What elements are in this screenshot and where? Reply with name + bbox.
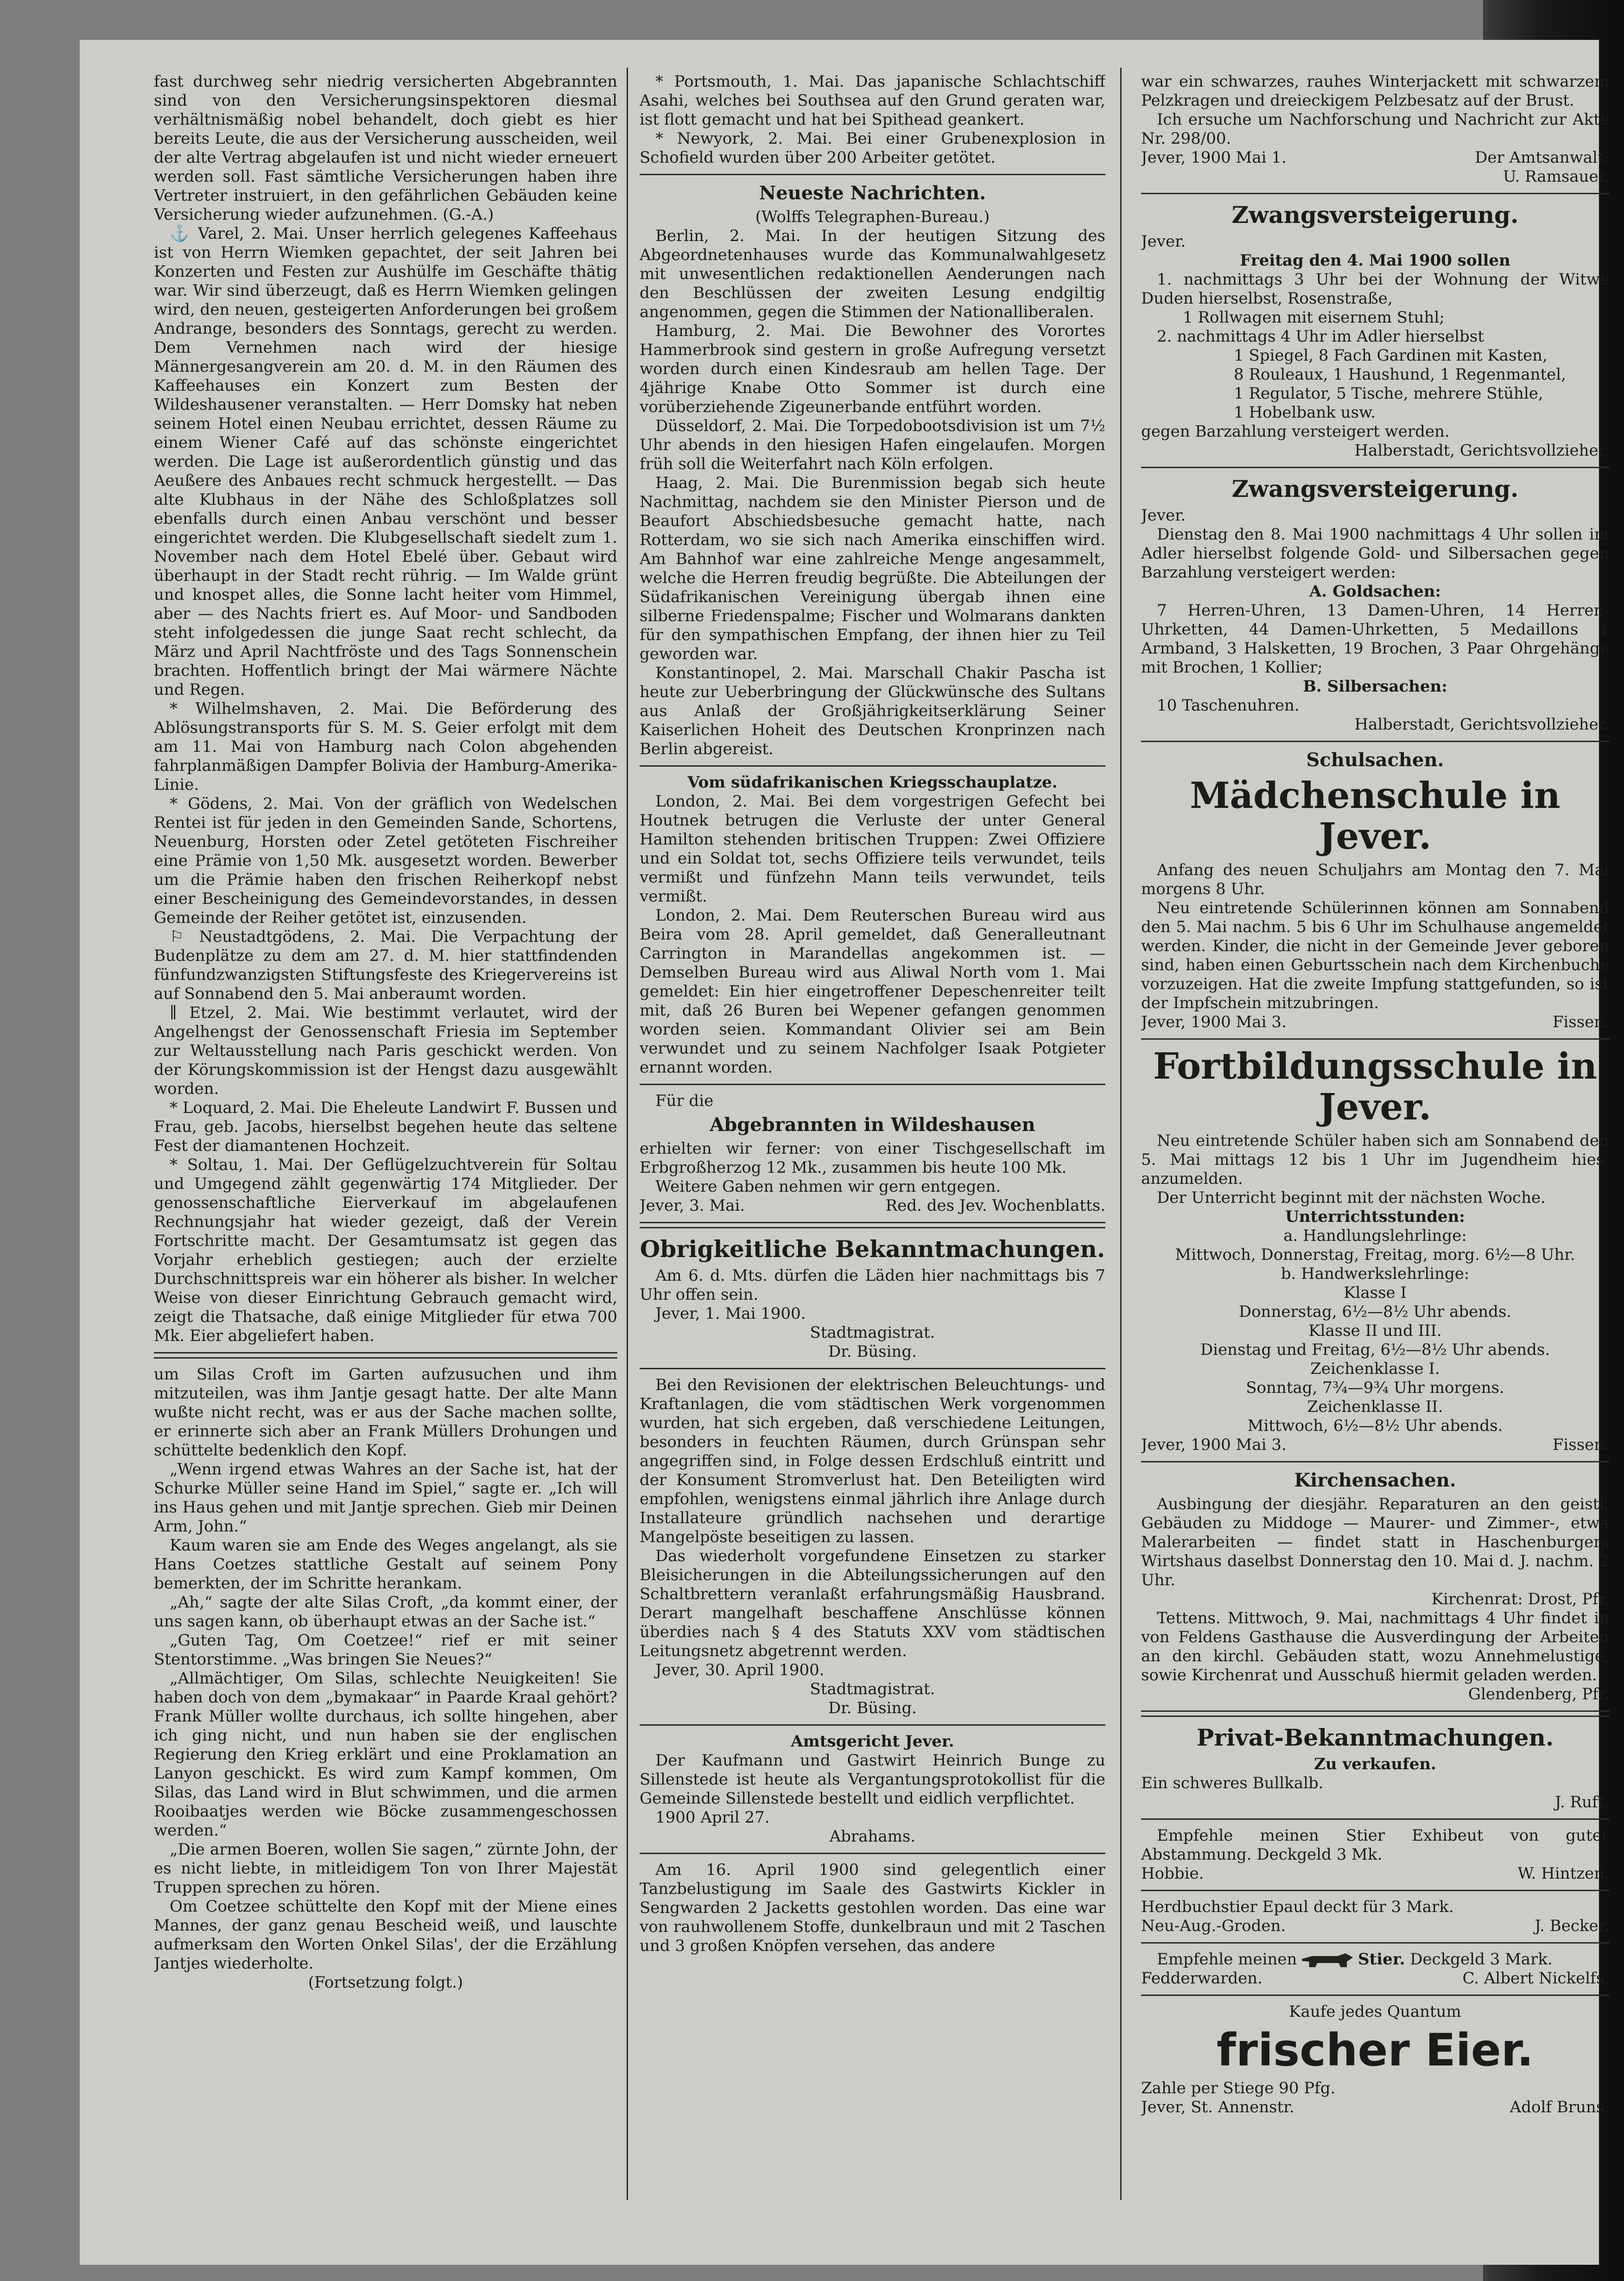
column-2 [640,72,1105,2228]
bull-icon [1302,1953,1353,1967]
divider [1141,1461,1609,1462]
feuilleton-divider [154,1352,617,1359]
notice: Ich ersuche um Nachforschung und Nachricht zur Akte Nr. 298/00. [1141,110,1609,148]
article-portsmouth: * Portsmouth, 1. Mai. Das japanische Schlachtschiff Asahi, welches bei Southsea auf den Grund geraten war, ist flott gemacht und hat bei Spithead geankert. [640,72,1105,129]
article-soltau: * Soltau, 1. Mai. Der Geflügelzuchtverein für Soltau und Umgegend zählt gegenwärtig 174 Mitglieder. Der genossenschaftliche Eierverkauf im abgelaufenen Rechnungsjahr hat wieder gezeigt, daß der Verein Fortschritte macht. Der Gesamtumsatz ist gegen das Vorjahr erheblich gestiegen; auch der erzielte Durchschnittspreis war ein höherer als bisher. In welcher Weise von dieser Einrichtung Gebrauch gemacht wird, zeigt die Thatsache, daß einige Mitglieder für etwa 700 Mk. Eier abgeliefert haben. [154,1156,617,1345]
timetable-item: Klasse I [1344,1283,1407,1302]
donation-text: Weitere Gaben nehmen wir gern entgegen. [655,1177,1001,1196]
signature-line: Jever, 1900 Mai 1. Der Amtsanwalt: [1141,148,1609,167]
divider [1141,1995,1609,1996]
article-neustadtgoedens: ⚐ Neustadtgödens, 2. Mai. Die Verpachtung der Budenplätze zu dem am 27. d. M. hier stattfindenden fünfundzwanzigsten Stiftungsfeste des Kriegervereins ist auf Sonnabend den 5. Mai anberaumt worden. [154,928,617,1003]
signature-line: Jever, 3. Mai. Red. des Jev. Wochenblatts. [640,1196,1105,1215]
column-1 [154,72,617,2228]
ad-text: Zahle per Stiege 90 Pfg. [1141,2079,1336,2097]
news-haag: Haag, 2. Mai. Die Burenmission begab sich heute Nachmittag, nachdem sie den Minister Pierson und de Beaufort Abschiedsbesuche gemacht hatte, nach Rotterdam, wo sie sich nach Amerika einschiffen wird. Am Bahnhof war eine zahlreiche Menge angesammelt, welche die Herren freudig begrüßte. Die Abteilungen der Südafrikanischen Vereinigung übergab ihnen eine silberne Friedenspalme; Fischer und Wolmarans dankten für den sympathischen Empfang, der ihnen hier zu Teil geworden war. [640,474,1105,663]
serial-story: um Silas Croft im Garten aufzusuchen und ihm mitzuteilen, was ihm Jantje gesagt hatte. Der alte Mann wußte nicht recht, was er aus der Sache machen sollte, er erinnerte sich aber an Frank Müllers Drohungen und schüttelte bedenklich den Kopf. [154,1365,617,1460]
continuation-note: (Fortsetzung folgt.) [308,1973,463,1992]
signature-line: Neu-Aug.-Groden. J. Becker. [1141,1917,1609,1935]
donation-intro: Für die [655,1092,714,1110]
notice-date: Jever, 30. April 1900. [655,1661,825,1679]
divider [1141,1710,1609,1717]
signature-line: Fedderwarden. C. Albert Nickelfs. [1141,1969,1609,1988]
divider [1141,1038,1609,1040]
divider [1141,741,1609,742]
ad-text: Ein schweres Bullkalb. [1141,1774,1324,1792]
timetable-item: Klasse II und III. [1308,1322,1442,1340]
article-wilhelmshaven: * Wilhelmshaven, 2. Mai. Die Beförderung des Ablösungstransports für S. M. S. Geier erfolgt mit dem am 11. Mai von Hamburg nach Colon abgehenden fahrplanmäßigen Dampfer Bolivia der Hamburg-Amerika-Linie. [154,699,617,794]
section-heading-private: Privat-Bekanntmachungen. [1196,1724,1554,1751]
ad-text: Empfehle meinen Stier Exhibeut von guter Abstammung. Deckgeld 3 Mk. [1141,1826,1609,1864]
notice-signature: Dr. Büsing. [828,1342,917,1361]
notice-heading: Amtsgericht Jever. [791,1732,954,1751]
notice: war ein schwarzes, rauhes Winterjackett mit schwarzem Pelzkragen und dreieckigem Pelzbesatz auf der Brust. [1141,72,1609,110]
serial-story: „Allmächtiger, Om Silas, schlechte Neuigkeiten! Sie haben doch von dem „bymakaar“ in Paarde Kraal gehört? Frank Müller wollte durchaus, ich sollte hingehen, aber ich ging nicht, und nun haben sie der englischen Regierung den Krieg erklärt und eine Proklamation an Lanyon geschickt. Es wird zum Kampf kommen, Om Silas, das Land wird in Blut schwimmen, und die armen Rooibaatjes werden wie Böcke zusammengeschossen werden.“ [154,1669,617,1840]
church-notice: Ausbingung der diesjähr. Reparaturen an den geistl. Gebäuden zu Middoge — Maurer- und Zimmer-, etwa Malerarbeiten — findet statt in Haschenburgers Wirtshaus daselbst Donnerstag den 10. Mai d. J. nachm. 2 Uhr. [1141,1495,1609,1589]
section-subheading: (Wolffs Telegraphen-Bureau.) [755,208,990,226]
notice-signature: Stadtmagistrat. [810,1323,935,1342]
church-notice: Tettens. Mittwoch, 9. Mai, nachmittags 4 Uhr findet in von Feldens Gasthause die Ausverdingung der Arbeiten an den kirchl. Gebäuden statt, wozu Annehmelustige, sowie Kirchenrat und Ausschuß hiermit geladen werden. [1141,1609,1609,1684]
divider [640,1724,1105,1726]
section-heading: Kirchensachen. [1294,1469,1456,1491]
article-newyork: * Newyork, 2. Mai. Bei einer Grubenexplosion in Schofield wurden über 200 Arbeiter getötet. [640,129,1105,167]
school-text: Neu eintretende Schülerinnen können am Sonnabend den 5. Mai nachm. 5 bis 6 Uhr im Schulhause angemeldet werden. Kinder, die nicht in der Gemeinde Jever geboren sind, haben einen Geburtsschein nach dem Kirchenbuche vorzuzeigen. Hat die zweite Impfung stattgefunden, so ist der Impfschein mitzubringen. [1141,899,1609,1012]
auction-text: 10 Taschenuhren. [1157,696,1300,715]
article-varel: ⚓ Varel, 2. Mai. Unser herrlich gelegenes Kaffeehaus ist von Herrn Wiemken gepachtet, der seit Jahren bei Konzerten und Festen zur Aushülfe im Geschäfte thätig war. Wir sind überzeugt, daß es Herrn Wiemken gelingen wird, den neuen, gesteigerten Anforderungen bei großem Andrange, besonders des Sonntags, gerecht zu werden. Dem Vernehmen nach wird der hiesige Männergesangverein am 20. d. M. in den Räumen des Kaffeehauses ein Konzert zum Besten der Wildeshausener veranstalten. — Herr Domsky hat neben seinem Hotel einen Neubau errichtet, dessen Räume zu einem Wiener Café auf das schönste eingerichtet werden. Die Lage ist außerordentlich günstig und das Aeußere des Anbaues recht schmuck hergestellt. — Das alte Klubhaus in der Nähe des Schloßplatzes soll ebenfalls durch einen Anbau verschönt und besser eingerichtet werden. Die Klubgesellschaft siedelt zum 1. November nach dem Hotel Ebelé über. Gebaut wird überhaupt in der Stadt recht rührig. — Im Walde grünt und knospet alles, die Sonne lacht heiter vom Himmel, aber — des Nachts friert es. Auf Moor- und Sandboden steht infolgedessen die junge Saat recht schlecht, da März und April Nachtfröste und des Tags Sonnenschein brachten. Hoffentlich bringt der Mai wärmere Nächte und Regen. [154,224,617,699]
signature-line: Jever, 1900 Mai 3. Fissen. [1141,1436,1609,1454]
section-heading: Schulsachen. [1306,749,1444,771]
signature-line: Jever, 1900 Mai 3. Fissen. [1141,1013,1609,1031]
divider [640,174,1105,175]
news-berlin: Berlin, 2. Mai. In der heutigen Sitzung des Abgeordnetenhauses wurde das Kommunalwahlgesetz mit unwesentlichen redaktionellen Aenderungen nach den Beschlüssen der zweiten Lesung endgiltig angenommen, gegen die Stimmen der Nationalliberalen. [640,227,1105,321]
divider [640,1222,1105,1228]
auction-place: Jever. [1141,506,1186,525]
auction-item: 1 Regulator, 5 Tische, mehrere Stühle, [1234,384,1543,403]
column-divider [627,68,628,2200]
auction-item: 1 Hobelbank usw. [1234,403,1376,422]
signature-line: Jever, St. Annenstr. Adolf Bruns. [1141,2098,1609,2116]
news-hamburg: Hamburg, 2. Mai. Die Bewohner des Vorortes Hammerbrook sind gestern in große Aufregung versetzt worden durch einen Kindesraub am hellen Tage. Der 4jährige Knabe Otto Sommer ist durch eine vorüberziehende Zigeunerbande entführt worden. [640,322,1105,416]
news-london: London, 2. Mai. Bei dem vorgestrigen Gefecht bei Houtnek betrugen die Verluste der unter General Hamilton stehenden britischen Truppen: Zwei Offiziere und ein Soldat tot, sechs Offiziere teils verwundet, teils vermißt und fünfzehn Mann teils verwundet, teils vermißt. [640,792,1105,906]
serial-story: „Guten Tag, Om Coetzee!“ rief er mit seiner Stentorstimme. „Was bringen Sie Neues?“ [154,1631,617,1669]
divider [1141,193,1609,194]
divider [640,1084,1105,1085]
timetable-item: Sonntag, 7¾—9¾ Uhr morgens. [1246,1379,1504,1397]
serial-story: „Ah,“ sagte der alte Silas Croft, „da kommt einer, der uns sagen kann, ob überhaupt etwas an der Sache ist.“ [154,1593,617,1631]
article-loquard: * Loquard, 2. Mai. Die Eheleute Landwirt F. Bussen und Frau, geb. Jacobs, hierselbst begehen heute das seltene Fest der diamantenen Hochzeit. [154,1099,617,1155]
timetable-item: Donnerstag, 6½—8½ Uhr abends. [1238,1303,1512,1321]
notice: Am 6. d. Mts. dürfen die Läden hier nachmittags bis 7 Uhr offen sein. [640,1266,1105,1304]
signature: Kirchenrat: Drost, Pfr. [1431,1590,1609,1608]
column-divider [1120,68,1122,2200]
auction-subheading: B. Silbersachen: [1303,677,1447,696]
article-goedens: * Gödens, 2. Mai. Von der gräflich von Wedelschen Rentei ist für jeden in den Gemeinden Sande, Schortens, Neuenburg, Horsten oder Zetel getöteten Fischreiher eine Prämie von 1,50 Mk. ausgesetzt worden. Bewerber um die Prämie haben den frischen Reiherkopf nebst einer Bescheinigung des Gemeindevorstandes, in dessen Gemeinde der Reiher getötet ist, einzusenden. [154,794,617,927]
timetable-item: Dienstag und Freitag, 6½—8½ Uhr abends. [1200,1341,1550,1359]
section-heading: Neueste Nachrichten. [759,182,986,204]
school-heading: Mädchenschule in Jever. [1190,775,1561,858]
ad-text: Kaufe jedes Quantum [1289,2002,1461,2021]
auction-place: Jever. [1141,232,1186,251]
news-duesseldorf: Düsseldorf, 2. Mai. Die Torpedobootsdivision ist um 7½ Uhr abends in den hiesigen Hafen eingelaufen. Morgen früh soll die Weiterfahrt nach Köln erfolgen. [640,417,1105,473]
signature: U. Ramsauer. [1503,167,1609,186]
divider [640,1368,1105,1369]
news-konstantinopel: Konstantinopel, 2. Mai. Marschall Chakir Pascha ist heute zur Ueberbringung der Glückwünsche des Sultans aus Anlaß der Großjährigkeitserklärung Seiner Kaiserlichen Hoheit des Deutschen Kronprinzen nach Berlin abgereist. [640,664,1105,758]
serial-story: Om Coetzee schüttelte den Kopf mit der Miene eines Mannes, der ganz genau Bescheid weiß, und lauschte aufmerksam den Worten Onkel Silas', der die Erzählung Jantjes wiederholte. [154,1897,617,1973]
signature: Halberstadt, Gerichtsvollzieher. [1354,715,1609,734]
notice-signature: Stadtmagistrat. [810,1680,935,1698]
auction-text: 7 Herren-Uhren, 13 Damen-Uhren, 14 Herren-Uhrketten, 44 Damen-Uhrketten, 5 Medaillons 1 Armband, 3 Halsketten, 19 Brochen, 3 Paar Ohrgehänge mit Brochen, 1 Kollier; [1141,601,1609,677]
column-3 [1141,72,1609,2228]
donation-heading: Abgebrannten in Wildeshausen [710,1114,1035,1136]
notice-date: Jever, 1. Mai 1900. [655,1304,806,1323]
timetable-item: b. Handwerkslehrlinge: [1281,1264,1470,1283]
school-text: Anfang des neuen Schuljahrs am Montag den 7. Mai morgens 8 Uhr. [1141,861,1609,898]
divider [1141,467,1609,468]
auction-item: 8 Rouleaux, 1 Haushund, 1 Regenmantel, [1234,365,1566,384]
timetable-item: Zeichenklasse I. [1310,1360,1440,1378]
news-london: London, 2. Mai. Dem Reuterschen Bureau wird aus Beira vom 28. April gemeldet, daß Generalleutnant Carrington in Marandellas angekommen ist. — Demselben Bureau wird aus Aliwal North vom 1. Mai gemeldet: Ein hier eingetroffener Depeschenreiter teilt mit, daß 26 Buren bei Wepener gefangen genommen worden seien. Kommandant Olivier sei am Bein verwundet und zu seinem Nachfolger Isaak Potgieter ernannt worden. [640,906,1105,1077]
signature: J. Ruft. [1554,1793,1609,1811]
auction-date: Freitag den 4. Mai 1900 sollen [1240,251,1510,270]
auction-item: 1. nachmittags 3 Uhr bei der Wohnung der Witwe Duden hierselbst, Rosenstraße, [1141,270,1609,308]
ad-heading: Zu verkaufen. [1314,1755,1436,1773]
article: fast durchweg sehr niedrig versicherten Abgebrannten sind von den Versicherungsinspektoren diesmal verhältnismäßig nobel behandelt, doch giebt es hier bereits Leute, die aus der Versicherung ausscheiden, weil der alte Vertrag abgelaufen ist und nicht wieder erneuert werden soll. Fast sämtliche Versicherungen haben ihre Vertreter instruiert, in den gefährlichen Gebäuden keine Versicherung wieder aufzunehmen. (G.-A.) [154,72,617,224]
divider [640,1853,1105,1854]
ad-text: Herdbuchstier Epaul deckt für 3 Mark. [1141,1898,1454,1916]
auction-terms: gegen Barzahlung versteigert werden. [1141,422,1450,441]
section-heading: Vom südafrikanischen Kriegsschauplatze. [687,773,1058,792]
auction-text: Dienstag den 8. Mai 1900 nachmittags 4 Uhr sollen im Adler hierselbst folgende Gold- und Silbersachen gegen Barzahlung versteigert werden: [1141,525,1609,582]
divider [1141,1942,1609,1944]
auction-item: 2. nachmittags 4 Uhr im Adler hierselbst [1157,327,1484,346]
notice-signature: Abrahams. [829,1827,916,1846]
donation-text: erhielten wir ferner: von einer Tischgesellschaft im Erbgroßherzog 12 Mk., zusammen bis heute 100 Mk. [640,1139,1105,1177]
timetable-heading: Unterrichtsstunden: [1285,1207,1465,1226]
school-text: Neu eintretende Schüler haben sich am Sonnabend den 5. Mai mittags 12 bis 1 Uhr im Jugendheim hies. anzumelden. [1141,1131,1609,1188]
auction-subheading: A. Goldsachen: [1309,582,1441,601]
timetable-item: Zeichenklasse II. [1307,1398,1443,1416]
notice-signature: Dr. Büsing. [828,1699,917,1717]
auction-item: 1 Spiegel, 8 Fach Gardinen mit Kasten, [1234,346,1548,365]
serial-story: „Wenn irgend etwas Wahres an der Sache ist, hat der Schurke Müller seine Hand im Spiel,“ sagte er. „Ich will ins Haus gehen und mit Jantje sprechen. Gieb mir Deinen Arm, John.“ [154,1460,617,1536]
serial-story: „Die armen Boeren, wollen Sie sagen,“ zürnte John, der es nicht liebte, in mitleidigem Ton von Ihrer Majestät Truppen sprechen zu hören. [154,1840,617,1897]
signature: Glendenberg, Pfr. [1468,1685,1609,1703]
notice: Bei den Revisionen der elektrischen Beleuchtungs- und Kraftanlagen, die vom städtischen Werk vorgenommen wurden, hat sich ergeben, daß verschiedene Leitungen, besonders in feuchten Räumen, durch Grünspan sehr angegriffen sind, in Folge dessen Erdschluß eintritt und der Konsument Stromverlust hat. Den Beteiligten wird empfohlen, wenigstens einmal jährlich ihre Anlage durch Installateure gründlich nachsehen und derartige Mangelpöste beseitigen zu lassen. [640,1376,1105,1546]
school-text: Der Unterricht beginnt mit der nächsten Woche. [1157,1188,1546,1207]
timetable-item: a. Handlungslehrlinge: [1283,1226,1467,1245]
ad-text: Empfehle meinen Stier. Deckgeld 3 Mark. [1157,1950,1553,1969]
eggs-ad-heading: frischer Eier. [1217,2024,1534,2076]
notice: Der Kaufmann und Gastwirt Heinrich Bunge zu Sillenstede ist heute als Vergantungsprotokollist für die Gemeinde Sillenstede bestellt und eidlich verpflichtet. [640,1751,1105,1808]
timetable-item: Mittwoch, 6½—8½ Uhr abends. [1247,1417,1503,1435]
divider [640,765,1105,767]
divider [1141,1890,1609,1891]
signature: Halberstadt, Gerichtsvollzieher. [1354,441,1609,460]
notice-date: 1900 April 27. [655,1808,770,1827]
auction-item: 1 Rollwagen mit eisernem Stuhl; [1183,308,1445,327]
divider [1141,1818,1609,1820]
serial-story: Kaum waren sie am Ende des Weges angelangt, als sie Hans Coetzes stattliche Gestalt auf seinem Pony bemerkten, der im Schritte herankam. [154,1536,617,1593]
timetable-item: Mittwoch, Donnerstag, Freitag, morg. 6½—8 Uhr. [1175,1245,1575,1264]
notice: Das wiederholt vorgefundene Einsetzen zu starker Bleisicherungen in die Abteilungssicherungen auf den Schaltbrettern veranlaßt erfahrungsmäßig Hausbrand. Derart mangelhaft beschaffene Anschlüsse können überdies nach § 4 des Statuts XXV vom städtischen Leitungsnetz abgetrennt werden. [640,1547,1105,1660]
school-heading: Fortbildungsschule in Jever. [1153,1045,1598,1128]
newspaper-page [80,40,1609,2265]
signature-line: Hobbie. W. Hintzen. [1141,1864,1609,1883]
article-etzel: ∥ Etzel, 2. Mai. Wie bestimmt verlautet, wird der Angelhengst der Genossenschaft Friesia im September zur Weltausstellung nach Paris geschickt werden. Von der Körungskommission ist der Hengst dazu ausgewählt worden. [154,1004,617,1098]
auction-heading: Zwangsversteigerung. [1231,475,1519,502]
auction-heading: Zwangsversteigerung. [1231,201,1519,229]
notice: Am 16. April 1900 sind gelegentlich einer Tanzbelustigung im Saale des Gastwirts Kickler in Sengwarden 2 Jacketts gestohlen worden. Das eine war von rauhwollenem Stoffe, dunkelbraun und mit 2 Taschen und 3 großen Knöpfen versehen, das andere [640,1861,1105,1955]
section-heading-official: Obrigkeitliche Bekanntmachungen. [640,1235,1105,1263]
